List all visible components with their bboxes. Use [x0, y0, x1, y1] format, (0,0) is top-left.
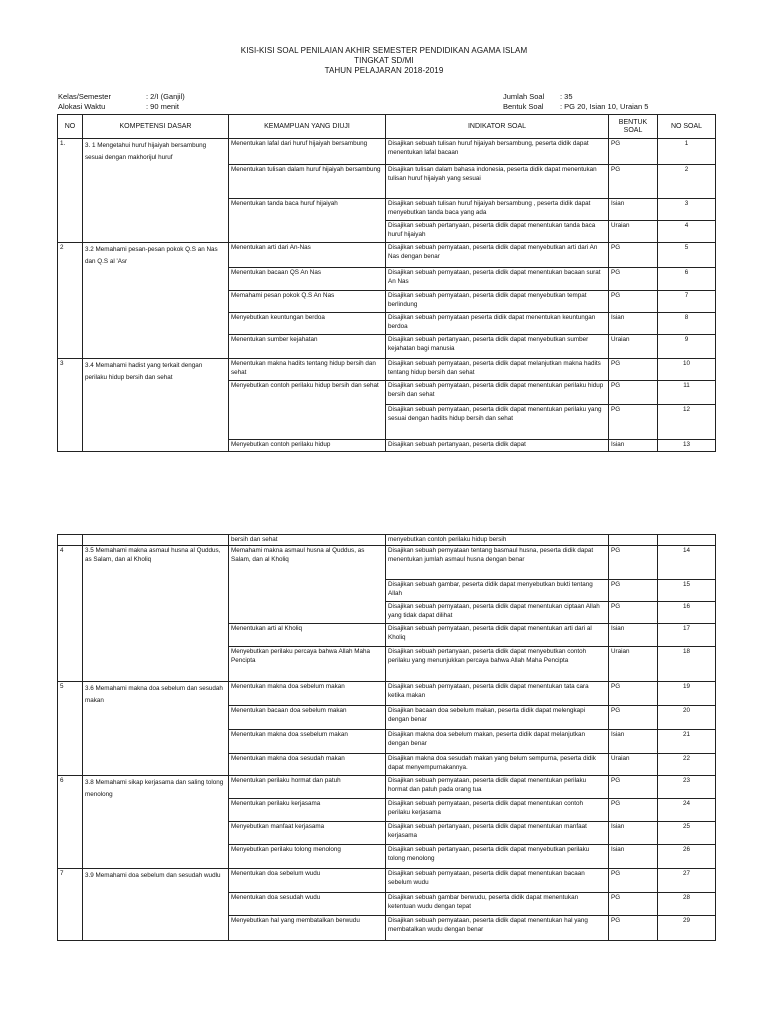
nosoal-cell: 7 — [658, 291, 716, 313]
kd-text: 3. 1 Mengetahui huruf hijaiyah bersambung sesuai dengan makhorijul huruf — [83, 139, 229, 243]
kemampuan-cell: Menentukan lafal dari huruf hijaiyah bersambung — [229, 139, 386, 165]
nosoal-cell: 26 — [658, 845, 716, 869]
table-header-row — [58, 115, 716, 139]
kd-text: 3.9 Memahami doa sebelum dan sesudah wudlu — [83, 869, 229, 941]
kemampuan-cell: Menyebutkan contoh perilaku hidup bersih dan sehat — [229, 381, 386, 440]
kemampuan-cell: Menyebutkan manfaat kerjasama — [229, 822, 386, 845]
jumlah-value: : 35 — [560, 92, 573, 101]
indikator-cell: Disajikan sebuah pernyataan, peserta didik dapat menyebutkan tempat berlindung — [386, 291, 609, 313]
bentuk-cell: Uraian — [609, 221, 658, 243]
bentuk-value: : PG 20, Isian 10, Uraian 5 — [560, 102, 649, 111]
kisi-table-page2 — [57, 534, 716, 941]
indikator-cell: Disajikan sebuah pernyataan, peserta didik dapat menyebutkan arti dari An Nas dengan benar — [386, 243, 609, 268]
bentuk-cell: PG — [609, 139, 658, 165]
indikator-cell: Disajikan sebuah tulisan huruf hijaiyah bersambung, peserta didik dapat menentukan lafal bacaan — [386, 139, 609, 165]
indikator-cell: Disajikan sebuah tulisan huruf hijaiyah bersambung , peserta didik dapat menyebutkan tanda baca yang ada — [386, 199, 609, 221]
indikator-cell: Disajikan sebuah pernyataan, peserta didik dapat menentukan contoh perilaku kerjasama — [386, 799, 609, 822]
table-row — [58, 869, 716, 893]
nosoal-cell: 12 — [658, 405, 716, 440]
table-row — [58, 535, 716, 546]
indikator-cell: Disajikan sebuah pertanyaan, peserta didik dapat — [386, 440, 609, 452]
nosoal-cell: 4 — [658, 221, 716, 243]
indikator-cell: Disajikan sebuah pernyataan, peserta didik dapat menentukan bacaan sebelum wudu — [386, 869, 609, 893]
nosoal-cell: 3 — [658, 199, 716, 221]
indikator-cell: Disajikan sebuah pernyataan tentang basmaul husna, peserta didik dapat menentukan jumlah asmaul husna dengan benar — [386, 546, 609, 580]
kemampuan-cell: bersih dan sehat — [229, 535, 386, 546]
kd-number: 4 — [58, 546, 83, 682]
kd-number: 5 — [58, 682, 83, 776]
nosoal-cell: 17 — [658, 624, 716, 647]
indikator-cell: Disajikan sebuah pertanyaan, peserta didik dapat menyebutkan sumber kejahatan bagi manusia — [386, 335, 609, 359]
col-header-nosoal: NO SOAL — [658, 115, 716, 139]
empty-cell — [83, 535, 229, 546]
nosoal-cell: 6 — [658, 268, 716, 291]
bentuk-cell: Uraian — [609, 754, 658, 776]
bentuk-cell: Isian — [609, 313, 658, 335]
nosoal-cell: 27 — [658, 869, 716, 893]
kemampuan-cell: Menentukan tulisan dalam huruf hijaiyah bersambung — [229, 165, 386, 199]
kemampuan-cell: Menentukan bacaan doa sebelum makan — [229, 706, 386, 730]
bentuk-cell: PG — [609, 893, 658, 916]
nosoal-cell: 14 — [658, 546, 716, 580]
indikator-cell: Disajikan sebuah pernyataan, peserta didik dapat menentukan hal yang membatalkan wudu dengan benar — [386, 916, 609, 941]
indikator-cell: Disajikan sebuah pernyataan, peserta didik dapat menentukan perilaku hormat dan patuh pada orang tua — [386, 776, 609, 799]
bentuk-cell: PG — [609, 706, 658, 730]
waktu-value: : 90 menit — [146, 102, 179, 111]
nosoal-cell: 20 — [658, 706, 716, 730]
nosoal-cell: 15 — [658, 580, 716, 602]
empty-cell — [58, 535, 83, 546]
nosoal-cell: 19 — [658, 682, 716, 706]
indikator-cell: Disajikan sebuah pernyataan, peserta didik dapat menentukan bacaan surat An Nas — [386, 268, 609, 291]
indikator-cell: Disajikan makna doa sebelum makan, peserta didik dapat melanjutkan dengan benar — [386, 730, 609, 754]
indikator-cell: Disajikan bacaan doa sebelum makan, peserta didik dapat melengkapi dengan benar — [386, 706, 609, 730]
bentuk-cell: Isian — [609, 845, 658, 869]
table-row — [58, 243, 716, 268]
indikator-cell: Disajikan sebuah gambar berwudu, peserta didik dapat menentukan ketentuan wudu dengan tepat — [386, 893, 609, 916]
kisi-table-page1 — [57, 114, 716, 452]
nosoal-cell: 29 — [658, 916, 716, 941]
bentuk-cell: PG — [609, 776, 658, 799]
bentuk-cell: PG — [609, 799, 658, 822]
doc-title-line1: KISI-KISI SOAL PENILAIAN AKHIR SEMESTER PENDIDIKAN AGAMA ISLAM — [240, 46, 528, 55]
nosoal-cell: 1 — [658, 139, 716, 165]
kd-text: 3.2 Memahami pesan-pesan pokok Q.S an Nas dan Q.S al 'Asr — [83, 243, 229, 359]
bentuk-cell: PG — [609, 243, 658, 268]
bentuk-cell: PG — [609, 869, 658, 893]
empty-cell — [658, 535, 716, 546]
bentuk-cell: PG — [609, 546, 658, 580]
waktu-label: Alokasi Waktu — [58, 102, 106, 111]
nosoal-cell: 18 — [658, 647, 716, 682]
table-row — [58, 139, 716, 165]
indikator-cell: Disajikan makna doa sesudah makan yang belum sempurna, peserta didik dapat menyempurnakannya. — [386, 754, 609, 776]
kemampuan-cell: Menentukan doa sebelum wudu — [229, 869, 386, 893]
indikator-cell: Disajikan sebuah pertanyaan, peserta didik dapat menyebutkan perilaku tolong menolong — [386, 845, 609, 869]
kemampuan-cell: Memahami pesan pokok Q.S An Nas — [229, 291, 386, 313]
kemampuan-cell: Menentukan arti dari An-Nas — [229, 243, 386, 268]
nosoal-cell: 28 — [658, 893, 716, 916]
nosoal-cell: 2 — [658, 165, 716, 199]
col-header-kemampuan: KEMAMPUAN YANG DIUJI — [229, 115, 386, 139]
nosoal-cell: 23 — [658, 776, 716, 799]
nosoal-cell: 11 — [658, 381, 716, 405]
nosoal-cell: 8 — [658, 313, 716, 335]
col-header-kd: KOMPETENSI DASAR — [83, 115, 229, 139]
nosoal-cell: 22 — [658, 754, 716, 776]
table-row — [58, 546, 716, 580]
kemampuan-cell: Menentukan makna doa ssebelum makan — [229, 730, 386, 754]
nosoal-cell: 13 — [658, 440, 716, 452]
kd-number: 1. — [58, 139, 83, 243]
kemampuan-cell: Menentukan makna hadits tentang hidup bersih dan sehat — [229, 359, 386, 381]
kemampuan-cell: Menyebutkan perilaku percaya bahwa Allah Maha Pencipta — [229, 647, 386, 682]
bentuk-cell: PG — [609, 291, 658, 313]
kemampuan-cell: Menyebutkan keuntungan berdoa — [229, 313, 386, 335]
kemampuan-cell: Menyebutkan hal yang membatalkan berwudu — [229, 916, 386, 941]
indikator-cell: Disajikan sebuah pernyataan peserta didik dapat menentukan keuntungan berdoa — [386, 313, 609, 335]
doc-title-line2: TINGKAT SD/MI — [354, 56, 414, 65]
kemampuan-cell: Menentukan bacaan QS An Nas — [229, 268, 386, 291]
kd-text: 3.6 Memahami makna doa sebelum dan sesudah makan — [83, 682, 229, 776]
bentuk-cell: PG — [609, 381, 658, 405]
bentuk-cell: Isian — [609, 624, 658, 647]
bentuk-cell: PG — [609, 405, 658, 440]
bentuk-cell: Uraian — [609, 335, 658, 359]
indikator-cell: Disajikan sebuah pertanyaan, peserta didik dapat menentukan tanda baca huruf hijaiyah — [386, 221, 609, 243]
kemampuan-cell: Menentukan perilaku kerjasama — [229, 799, 386, 822]
nosoal-cell: 9 — [658, 335, 716, 359]
bentuk-cell: Isian — [609, 730, 658, 754]
nosoal-cell: 24 — [658, 799, 716, 822]
indikator-cell: Disajikan sebuah pernyataan, peserta didik dapat menentukan arti dari al Kholiq — [386, 624, 609, 647]
col-header-bentuk: BENTUK SOAL — [609, 115, 658, 139]
kelas-label: Kelas/Semester — [58, 92, 111, 101]
bentuk-cell: PG — [609, 268, 658, 291]
bentuk-cell: Isian — [609, 440, 658, 452]
kemampuan-cell: Menentukan doa sesudah wudu — [229, 893, 386, 916]
kemampuan-cell: Menentukan arti al Kholiq — [229, 624, 386, 647]
kd-text: 3.8 Memahami sikap kerjasama dan saling tolong menolong — [83, 776, 229, 869]
kemampuan-cell: Menentukan sumber kejahatan — [229, 335, 386, 359]
bentuk-cell: Isian — [609, 822, 658, 845]
nosoal-cell: 5 — [658, 243, 716, 268]
table-row — [58, 682, 716, 706]
kemampuan-cell: Menyebutkan perilaku tolong menolong — [229, 845, 386, 869]
kd-number: 7 — [58, 869, 83, 941]
indikator-cell: Disajikan tulisan dalam bahasa indonesia, peserta didik dapat menentukan tulisan huruf hijaiyah yang sesuai — [386, 165, 609, 199]
table-row — [58, 776, 716, 799]
nosoal-cell: 25 — [658, 822, 716, 845]
table-row — [58, 359, 716, 381]
kemampuan-cell: Menentukan makna doa sebelum makan — [229, 682, 386, 706]
indikator-cell: Disajikan sebuah pernyataan, peserta didik dapat menentukan tata cara ketika makan — [386, 682, 609, 706]
kd-text: 3.4 Memahami hadist yang terkait dengan perilaku hidup bersih dan sehat — [83, 359, 229, 452]
jumlah-label: Jumlah Soal — [503, 92, 545, 101]
kemampuan-cell: Menentukan makna doa sesudah makan — [229, 754, 386, 776]
bentuk-cell: PG — [609, 602, 658, 624]
nosoal-cell: 10 — [658, 359, 716, 381]
col-header-no: NO — [58, 115, 83, 139]
kemampuan-cell: Menentukan tanda baca huruf hijaiyah — [229, 199, 386, 243]
bentuk-cell: Uraian — [609, 647, 658, 682]
indikator-cell: Disajikan sebuah pertanyaan, peserta didik dapat menyebutkan contoh perilaku yang menunjukkan percaya bahwa Allah Maha Pencipta — [386, 647, 609, 682]
indikator-cell: Disajikan sebuah pernyataan, peserta didik dapat menentukan perilaku hidup bersih dan sehat — [386, 381, 609, 405]
indikator-cell: Disajikan sebuah pernyataan, peserta didik dapat menentukan perilaku yang sesuai dengan hadits hidup bersih dan sehat — [386, 405, 609, 440]
indikator-cell: menyebutkan contoh perilaku hidup bersih — [386, 535, 609, 546]
kemampuan-cell: Menyebutkan contoh perilaku hidup — [229, 440, 386, 452]
bentuk-cell: PG — [609, 165, 658, 199]
kd-text: 3.5 Memahami makna asmaul husna al Quddus, as Salam, dan al Kholiq — [83, 546, 229, 682]
kemampuan-cell: Memahami makna asmaul husna al Quddus, as Salam, dan al Kholiq — [229, 546, 386, 624]
col-header-indikator: INDIKATOR SOAL — [386, 115, 609, 139]
kemampuan-cell: Menentukan perilaku hormat dan patuh — [229, 776, 386, 799]
nosoal-cell: 21 — [658, 730, 716, 754]
kd-number: 2 — [58, 243, 83, 359]
nosoal-cell: 16 — [658, 602, 716, 624]
doc-title-line3: TAHUN PELAJARAN 2018-2019 — [324, 66, 444, 75]
indikator-cell: Disajikan sebuah pernyataan, peserta didik dapat menentukan ciptaan Allah yang tidak dapat dilihat — [386, 602, 609, 624]
bentuk-label: Bentuk Soal — [503, 102, 544, 111]
kd-number: 6 — [58, 776, 83, 869]
indikator-cell: Disajikan sebuah gambar, peserta didik dapat menyebutkan bukti tentang Allah — [386, 580, 609, 602]
indikator-cell: Disajikan sebuah pernyataan, peserta didik dapat melanjutkan makna hadits tentang hidup bersih dan sehat — [386, 359, 609, 381]
bentuk-cell: Isian — [609, 199, 658, 221]
bentuk-cell: PG — [609, 682, 658, 706]
empty-cell — [609, 535, 658, 546]
bentuk-cell: PG — [609, 916, 658, 941]
kelas-value: : 2/I (Ganjil) — [146, 92, 185, 101]
bentuk-cell: PG — [609, 359, 658, 381]
bentuk-cell: PG — [609, 580, 658, 602]
kd-number: 3 — [58, 359, 83, 452]
indikator-cell: Disajikan sebuah pertanyaan, peserta didik dapat menentukan manfaat kerjasama — [386, 822, 609, 845]
